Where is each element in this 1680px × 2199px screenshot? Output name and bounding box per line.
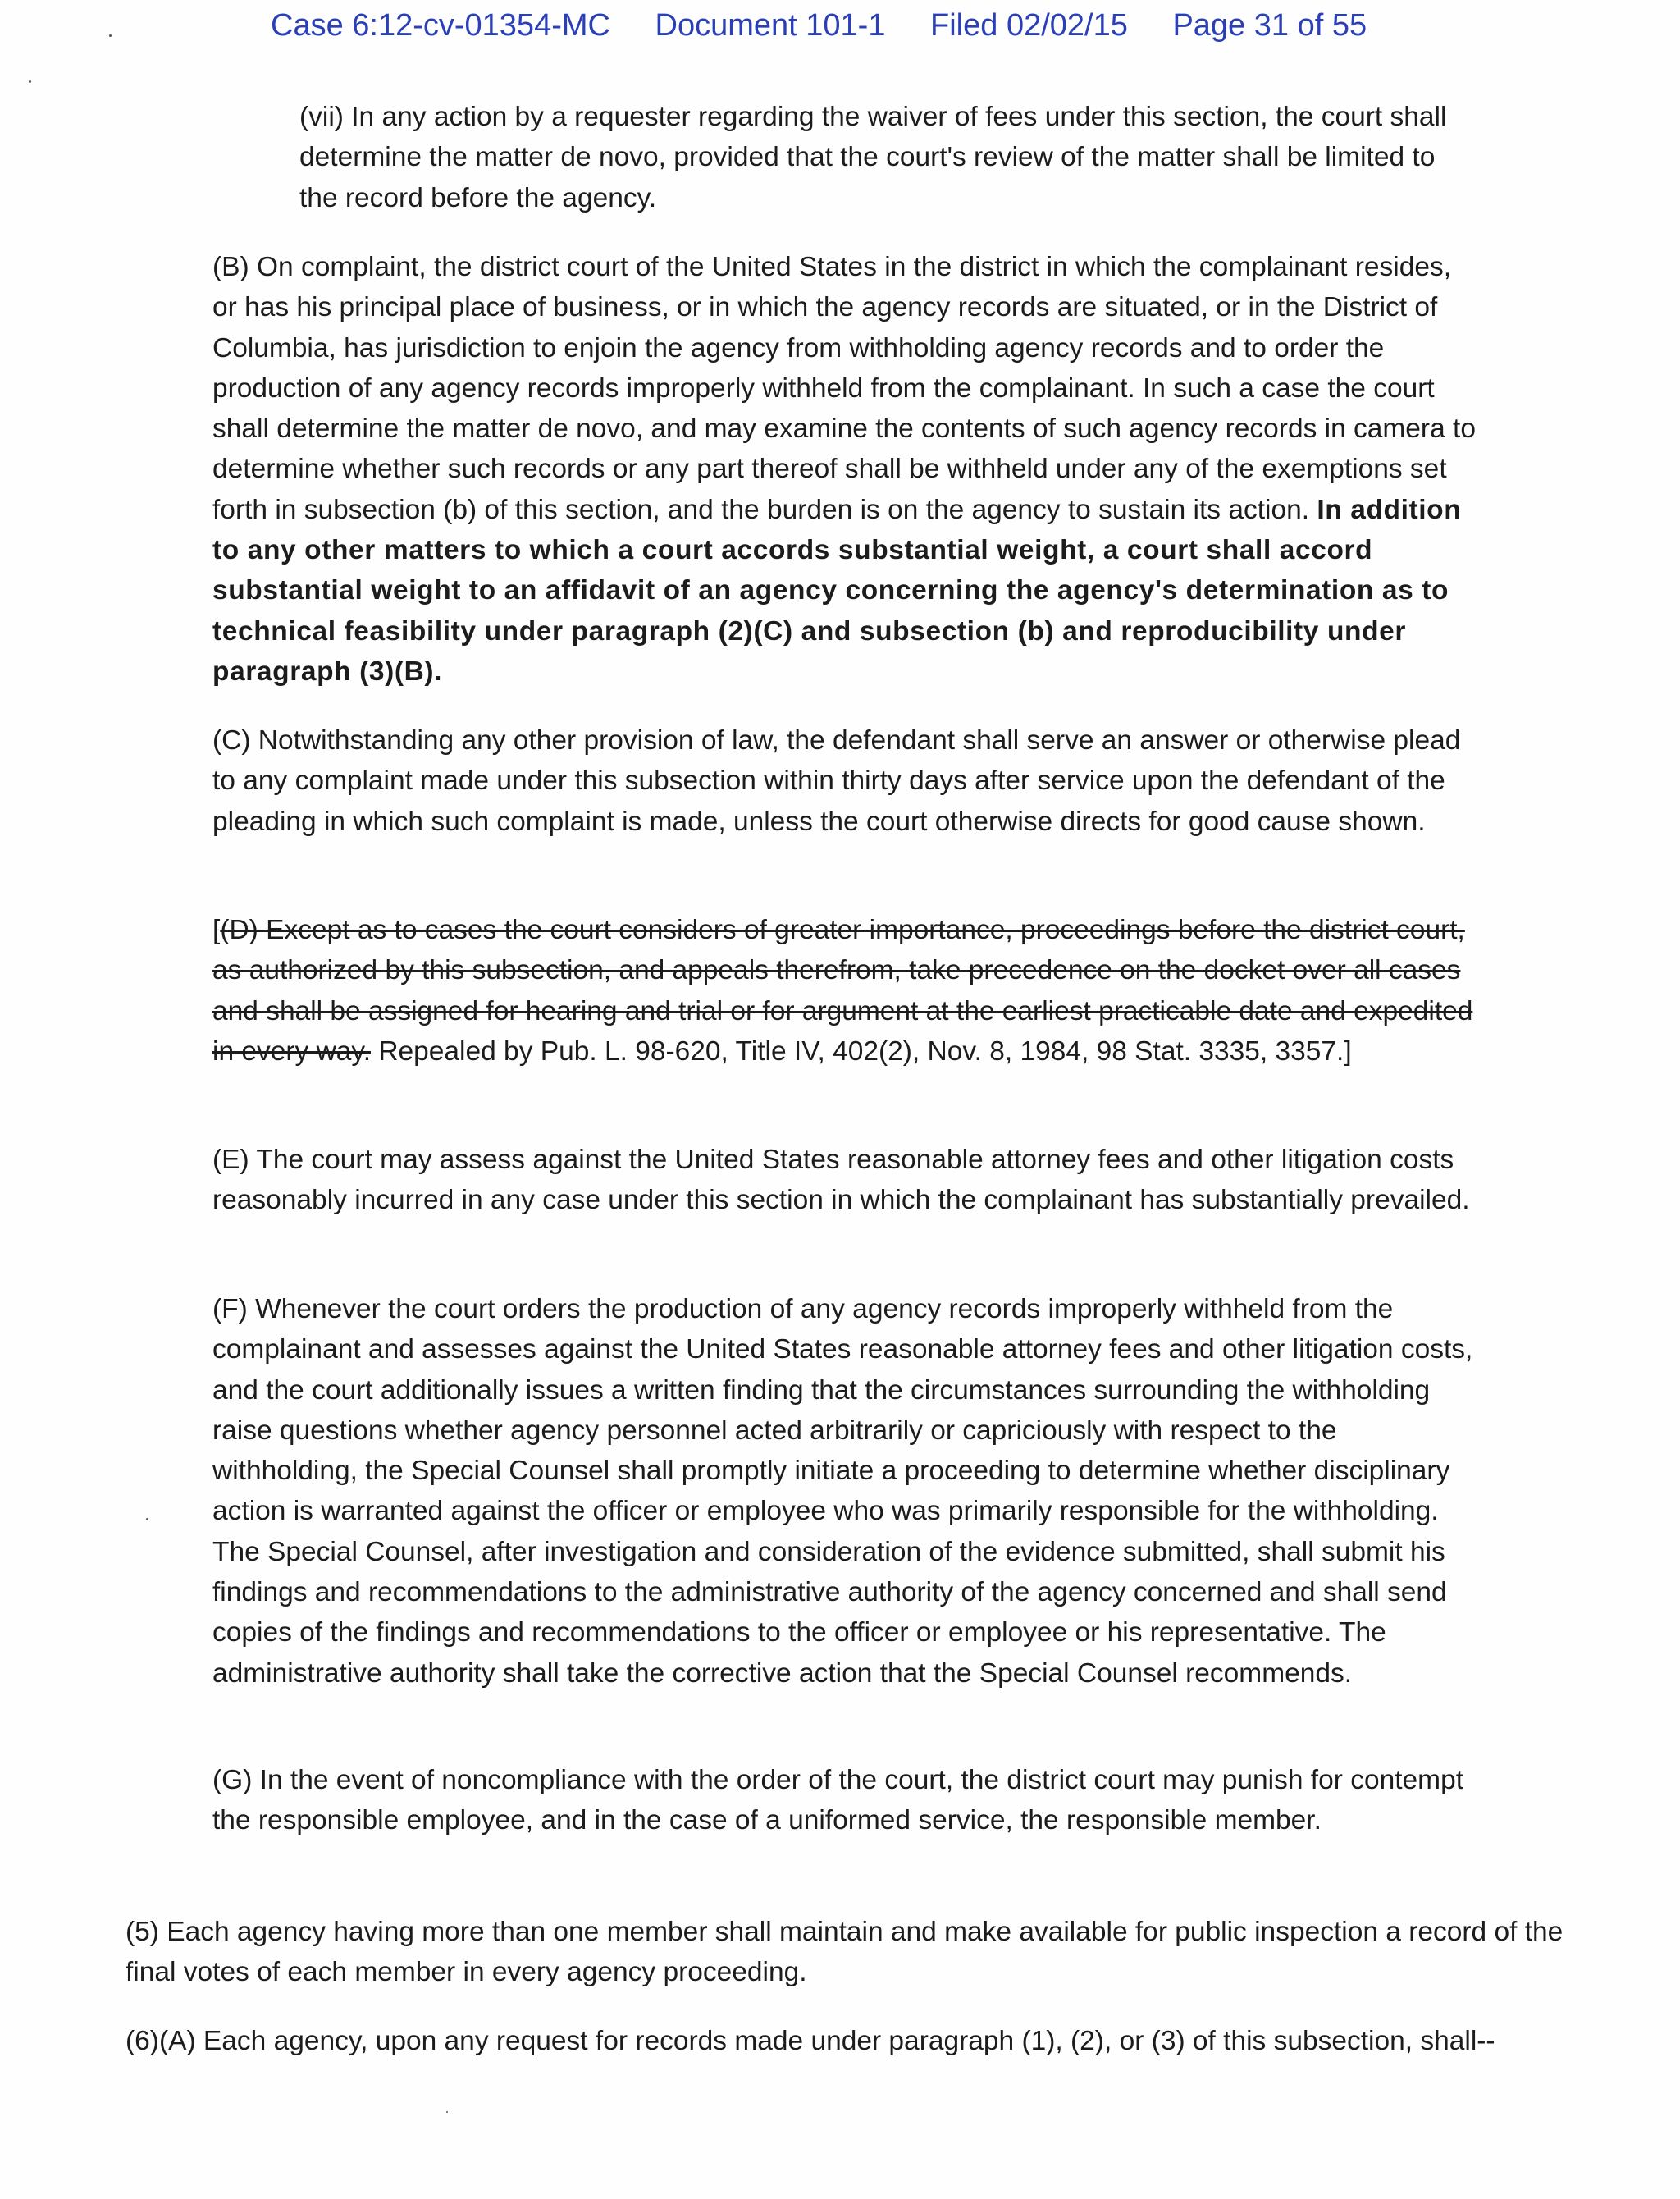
paragraph-vii: (vii) In any action by a requester regarding the waiver of fees under this section, the court shall determine the matter de novo, provided that the court's review of the matter shall be limited to the record before the agency. (299, 102, 1447, 213)
page-number: Page 31 of 55 (1172, 8, 1367, 43)
filed-date: Filed 02/02/15 (930, 8, 1128, 43)
case-header (271, 8, 1419, 43)
paragraph-d-struck-text: (D) Except as to cases the court considers of greater importance, proceedings before the district court, as authorized by this subsection, and appeals therefrom, take precedence on the docket over all cases and shall be assigned for hearing and trial or for argument at the earliest practicable date and expedited in every way. (212, 915, 1473, 1067)
scan-speck (146, 1518, 148, 1520)
paragraph-e: (E) The court may assess against the United States reasonable attorney fees and other litigation costs reasonably incurred in any case under this section in which the complainant has substantially prevailed. (212, 1145, 1470, 1216)
scan-speck (109, 34, 112, 37)
scan-speck (446, 2111, 448, 2113)
paragraph-b-text: (B) On complaint, the district court of the United States in the district in which the complainant resides, or has his principal place of business, or in which the agency records are situated, or in the District of Columbia, has jurisdiction to enjoin the agency from withholding agency records and to order the production of any agency records improperly withheld from the complainant. In such a case the court shall determine the matter de novo, and may examine the contents of such agency records in camera to determine whether such records or any part thereof shall be withheld under any of the exemptions set forth in subsection (b) of this section, and the burden is on the agency to sustain its action. (212, 252, 1476, 525)
paragraph-b-bold-text: In addition to any other matters to which a court accords substantial weight, a court shall accord substantial weight to an affidavit of an agency concerning the agency's determination as to technical feasibility under paragraph (2)(C) and subsection (b) and reproducibility under paragraph (3)(B). (212, 494, 1462, 687)
case-number: Case 6:12-cv-01354-MC (271, 8, 610, 43)
document-number: Document 101-1 (655, 8, 886, 43)
paragraph-b (212, 247, 1476, 692)
paragraph-6a: (6)(A) Each agency, upon any request for records made under paragraph (1), (2), or (3) of this subsection, shall-- (126, 2026, 1495, 2056)
paragraph-g: (G) In the event of noncompliance with the order of the court, the district court may punish for contempt the responsible employee, and in the case of a uniformed service, the responsible member. (212, 1765, 1464, 1836)
paragraph-d (212, 910, 1476, 1072)
scan-speck (29, 80, 31, 83)
paragraph-5: (5) Each agency having more than one member shall maintain and make available for public inspection a record of the final votes of each member in every agency proceeding. (126, 1917, 1564, 1988)
paragraph-c: (C) Notwithstanding any other provision of law, the defendant shall serve an answer or otherwise plead to any complaint made under this subsection within thirty days after service upon the defendant of the pleading in which such complaint is made, unless the court otherwise directs for good cause shown. (212, 725, 1461, 837)
paragraph-f: (F) Whenever the court orders the production of any agency records improperly withheld from the complainant and assesses against the United States reasonable attorney fees and other litigation costs, and the court additionally issues a written finding that the circumstances surrounding the withholding raise questions whether agency personnel acted arbitrarily or capriciously with respect to the withholding, the Special Counsel shall promptly initiate a proceeding to determine whether disciplinary action is warranted against the officer or employee who was primarily responsible for the withholding. The Special Counsel, after investigation and consideration of the evidence submitted, shall submit his findings and recommendations to the administrative authority of the agency concerned and shall send copies of the findings and recommendations to the officer or employee or his representative. The administrative authority shall take the corrective action that the Special Counsel recommends. (212, 1294, 1473, 1689)
paragraph-d-bracket: [ (212, 915, 221, 945)
paragraph-d-repeal-note: Repealed by Pub. L. 98-620, Title IV, 402(2), Nov. 8, 1984, 98 Stat. 3335, 3357.] (378, 1035, 1352, 1067)
